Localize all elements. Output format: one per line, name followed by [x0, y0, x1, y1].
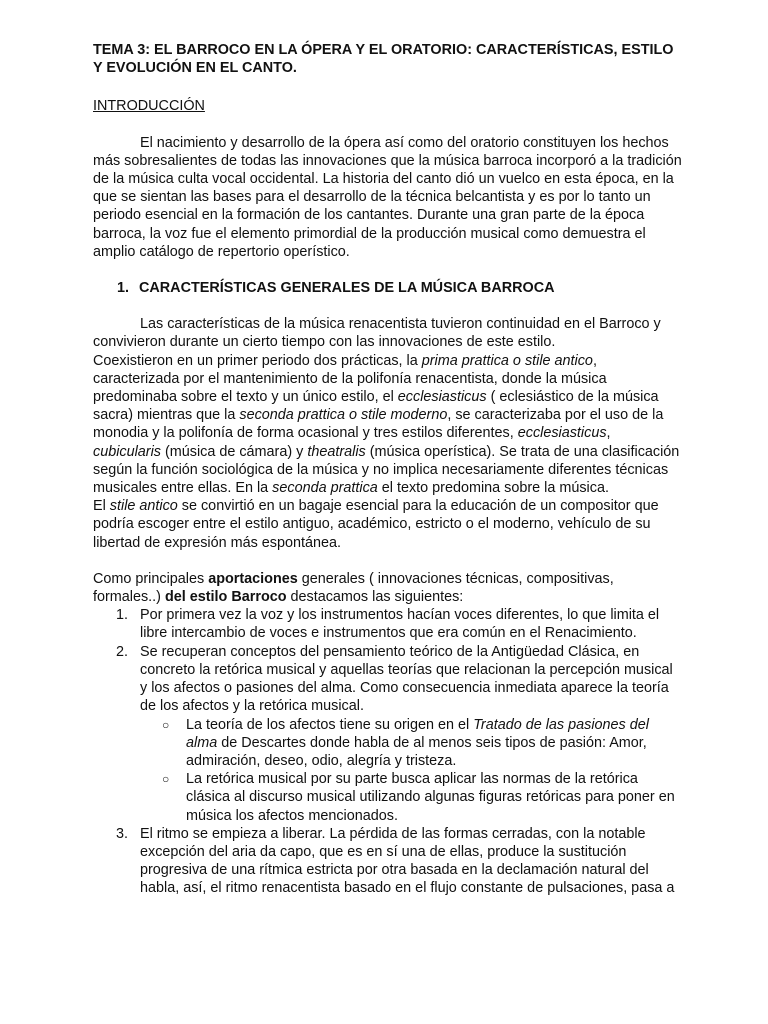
list-number: 2. [116, 643, 129, 660]
text-run: destacamos las siguientes: [286, 589, 464, 606]
text-run: (música de cámara) y [160, 443, 308, 460]
text-run: , se caracterizaba por el uso de la monodia y la polifonía de forma ocasional y tres estilos diferentes, [93, 407, 664, 442]
italic-run: theatralis [307, 443, 366, 460]
text-run: Coexistieron en un primer periodo dos prácticas, la [93, 352, 422, 369]
italic-run: cubicularis [93, 443, 161, 460]
circle-bullet-icon: ○ [162, 717, 170, 732]
italic-run: ecclesiasticus [397, 389, 487, 406]
text-run: , [606, 425, 611, 442]
sub-list-item [140, 770, 682, 825]
text-run: , caracterizada por el mantenimiento de la polifonía renacentista, donde la música predominaba sobre el texto y un único estilo, el [93, 352, 607, 406]
section-1-paragraph-1: Las características de la música renacentista tuvieron continuidad en el Barroco y convivieron durante un cierto tiempo con las innovaciones de este estilo. [93, 316, 661, 351]
intro-heading [93, 97, 682, 115]
section-1-paragraph-2 [93, 352, 682, 498]
section-1-paragraph-4 [93, 570, 682, 606]
text-run: ( eclesiástico de la música sacra) mientras que la [93, 389, 659, 424]
section-1-paragraph-3 [93, 497, 682, 552]
list-item [93, 606, 682, 642]
intro-heading-text: INTRODUCCIÓN [93, 98, 205, 115]
text-run: generales ( innovaciones técnicas, compositivas, formales..) [93, 570, 614, 606]
sub-list-item-text: La retórica musical por su parte busca aplicar las normas de la retórica clásica al discurso musical utilizando algunas figuras retóricas para poner en música los afectos mencionados. [186, 771, 675, 824]
italic-run: seconda prattica o stile moderno [239, 407, 448, 424]
list-item-text: Por primera vez la voz y los instrumentos hacían voces diferentes, lo que limita el libre intercambio de voces e instrumentos que era común en el Renacimiento. [140, 607, 660, 642]
sub-list [140, 716, 682, 825]
contributions-list [93, 606, 682, 897]
italic-run: seconda prattica [272, 480, 378, 497]
list-number: 3. [116, 825, 129, 842]
section-number: 1. [117, 280, 130, 297]
section-title: CARACTERÍSTICAS GENERALES DE LA MÚSICA BARROCA [139, 280, 555, 297]
section-1-heading [93, 279, 682, 297]
text-run: (música operística). Se trata de una clasificación según la función sociológica de la música y no implica necesariamente diferentes técnicas musicales entre ellas. En la [93, 443, 680, 497]
text-run: El [93, 498, 110, 515]
italic-run: stile antico [109, 498, 178, 515]
italic-run: ecclesiasticus [517, 425, 607, 442]
list-number: 1. [116, 607, 129, 624]
sub-list-item [140, 716, 682, 771]
text-run: La teoría de los afectos tiene su origen en el [186, 716, 474, 733]
list-item-text: El ritmo se empieza a liberar. La pérdida de las formas cerradas, con la notable excepción del aria da capo, que es en sí una de ellas, produce la sustitución progresiva de una rítmica estricta por otra basada en la declamación natural del habla, así, el ritmo renacentista basado en el flujo constante de pulsaciones, pasa a [140, 825, 675, 897]
bold-run: del estilo Barroco [164, 589, 287, 606]
document-title: TEMA 3: EL BARROCO EN LA ÓPERA Y EL ORATORIO: CARACTERÍSTICAS, ESTILO Y EVOLUCIÓN EN EL CANTO. [93, 42, 674, 77]
list-item [93, 643, 682, 825]
text-run: de Descartes donde habla de al menos seis tipos de pasión: Amor, admiración, deseo, odio, alegría y tristeza. [186, 734, 647, 769]
bold-run: aportaciones [208, 570, 298, 587]
italic-run: prima prattica o stile antico [421, 352, 593, 369]
list-item-text: Se recuperan conceptos del pensamiento teórico de la Antigüedad Clásica, en concreto la retórica musical y aquellas teorías que relacionan la percepción musical y los afectos o pasiones del alma. Como consecuencia inmediata aparece la teoría de los afectos y la retórica musical. [140, 643, 673, 715]
italic-run: Tratado de las pasiones del alma [186, 716, 649, 751]
circle-bullet-icon: ○ [162, 772, 170, 787]
text-run: el texto predomina sobre la música. [377, 480, 609, 497]
text-run: se convirtió en un bagaje esencial para la educación de un compositor que podría escoger entre el estilo antiguo, académico, estricto o el moderno, vehículo de su libertad de expresión más espontánea. [93, 498, 659, 551]
list-item [93, 825, 682, 898]
intro-paragraph: El nacimiento y desarrollo de la ópera así como del oratorio constituyen los hechos más sobresalientes de todas las innovaciones que la música barroca incorporó a la tradición de la música culta vocal occidental. La historia del canto dió un vuelco en esta época, en la que se sientan las bases para el desarrollo de la técnica belcantista y es por lo tanto un periodo esencial en la formación de los cantantes. Durante una gran parte de la época barroca, la voz fue el elemento primordial de la producción musical como demuestra el amplio catálogo de repertorio operístico. [93, 134, 682, 260]
text-run: Como principales [93, 570, 209, 587]
